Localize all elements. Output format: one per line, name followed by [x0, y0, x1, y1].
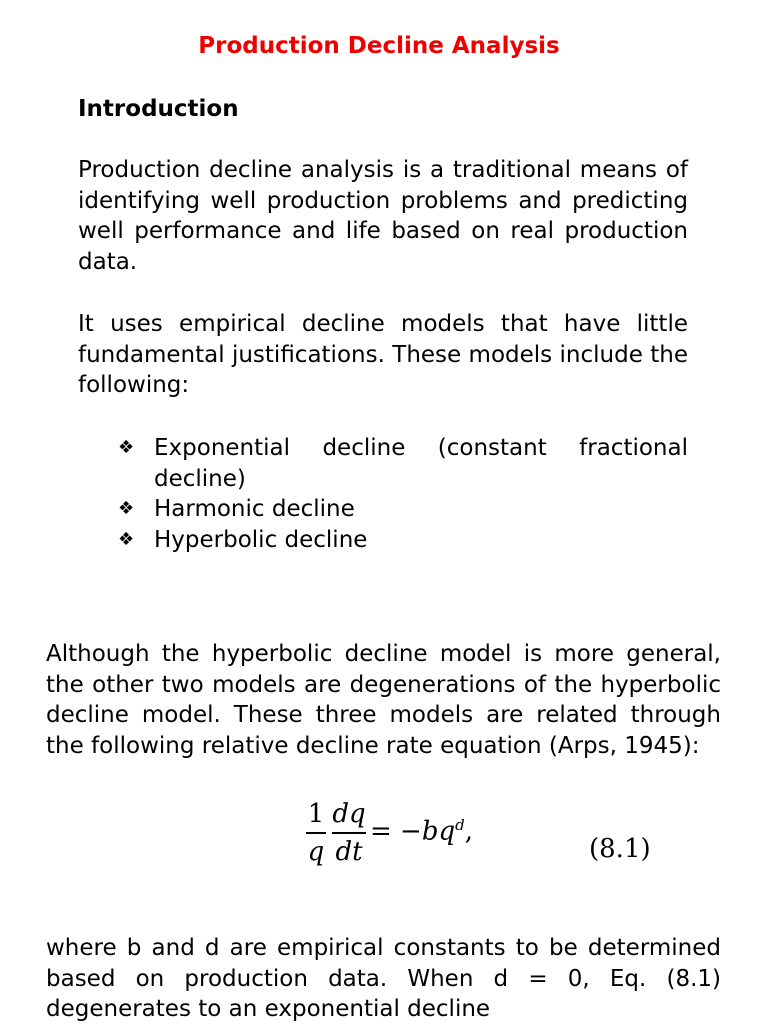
- paragraph-constants: where b and d are empirical constants to be determined based on production data. When d = 0, Eq. (8.1) degenerates to an exponential decline: [46, 935, 721, 1023]
- list-item: [118, 433, 688, 494]
- list-item-text: Exponential decline (constant fractional decline): [154, 435, 688, 492]
- equation-operator: = −: [370, 816, 422, 847]
- equation-right-side: [370, 816, 473, 847]
- decline-model-list: [118, 433, 688, 555]
- equation-denominator: dt: [335, 836, 363, 867]
- list-item: [118, 494, 688, 525]
- section-heading: Introduction: [78, 96, 239, 122]
- list-item: [118, 525, 688, 556]
- page-title: Production Decline Analysis: [198, 33, 560, 59]
- equation-8-1: [300, 798, 500, 878]
- list-item-text: Hyperbolic decline: [154, 526, 368, 553]
- equation-exponent: d: [455, 816, 465, 834]
- equation-comma: ,: [464, 816, 474, 847]
- paragraph-models: It uses empirical decline models that have little fundamental justifications. These models include the following:: [78, 311, 688, 399]
- equation-denominator: q: [307, 836, 325, 867]
- fraction-bar: [306, 832, 326, 834]
- diamond-bullet-icon: ❖: [118, 528, 135, 550]
- fraction-one-over-q: [306, 798, 326, 868]
- equation-numerator: dq: [332, 799, 366, 829]
- paragraph-intro: Production decline analysis is a traditional means of identifying well production problems and predicting well performance and life based on real production data.: [78, 157, 688, 275]
- diamond-bullet-icon: ❖: [118, 437, 135, 458]
- fraction-bar: [332, 832, 366, 834]
- equation-number: (8.1): [589, 834, 651, 864]
- paragraph-related: Although the hyperbolic decline model is more general, the other two models are degenerations of the hyperbolic decline model. These three models are related through the following relative decline rate equation (Arps, 1945):: [46, 641, 721, 759]
- fraction-dq-over-dt: [332, 798, 366, 868]
- equation-constant-b: b: [421, 816, 439, 847]
- equation-numerator: 1: [307, 799, 325, 829]
- list-item-text: Harmonic decline: [154, 496, 355, 523]
- diamond-bullet-icon: ❖: [118, 498, 135, 520]
- equation-variable-q: q: [438, 816, 456, 847]
